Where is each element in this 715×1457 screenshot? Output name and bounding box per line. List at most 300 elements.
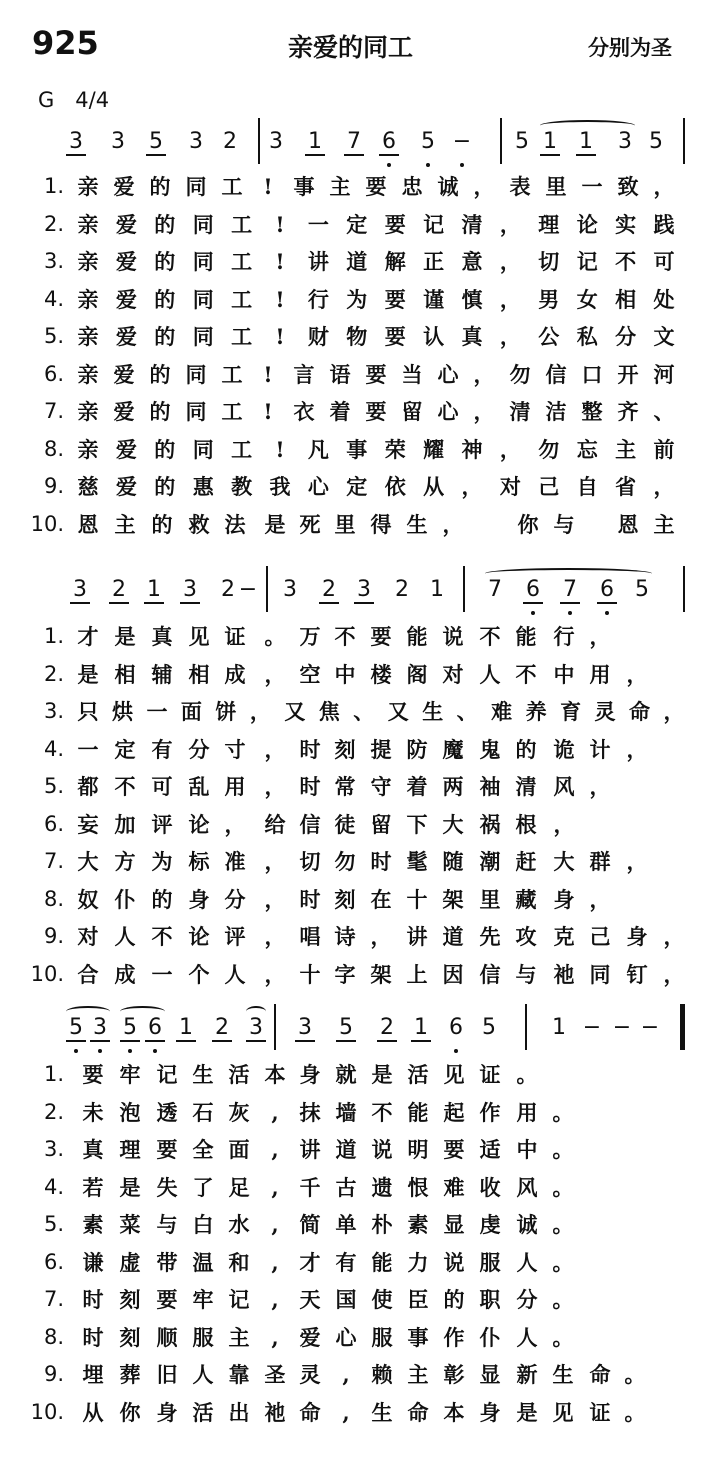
lyric-char: 焦 [318,699,340,724]
lyric-char: 恨 [407,1174,429,1200]
lyric-line [0,1206,715,1243]
lyric-char: 主 [653,511,675,537]
lyric-char: 菜 [119,1212,141,1237]
lyric-char: 足 [228,1174,250,1200]
lyric-char: 亲 [77,436,99,462]
lyric-char: 仆 [479,1324,501,1350]
lyric-char: 理 [119,1137,141,1162]
lyric-char: 又 [284,699,306,724]
lyric-line [0,843,715,880]
lyric-char: 祂 [553,961,575,987]
lyric-char: 语 [329,361,351,387]
lyric-char: 心 [307,474,329,499]
lyric-char: 万 [299,624,321,649]
lyric-char: 刻 [334,736,356,762]
lyric-char: 有 [151,736,173,762]
lyric-char: 养 [525,699,547,724]
lyric-char: 整 [581,399,603,424]
lyric-char: 难 [491,699,513,724]
verse-number: 6. [43,361,64,386]
key-signature: G 4/4 [38,88,110,112]
lyric-char: 埋 [82,1362,104,1387]
lyric-char: 同 [192,249,214,274]
lyric-char: 服 [479,1249,501,1275]
lyric-char: 同 [192,436,214,462]
barline [463,566,465,612]
note: − [238,577,258,602]
verse-number: 9. [43,474,64,498]
lyric-char: ， [264,886,286,912]
lyric-char: 事 [407,1324,429,1350]
lyric-char: 死 [299,511,321,537]
lyric-char: 说 [442,624,464,649]
lyric-char: 爱 [115,324,137,349]
lyric-line [0,393,715,430]
lyric-char: 时 [370,849,392,874]
lyric-char: 信 [299,811,321,837]
slur [246,1006,266,1017]
lyric-char: 里 [479,886,501,912]
lyric-char: 的 [515,736,537,762]
lyric-char: 风 [553,774,575,799]
lyric-char: 分 [516,1287,538,1312]
note: 6 [145,1016,165,1042]
lyric-char: ， [626,736,648,762]
lyric-char: 遗 [371,1174,393,1200]
lyric-char: 切 [538,249,560,274]
lyric-char: 作 [479,1099,501,1125]
lyric-char: 亲 [77,174,99,199]
lyric-char: ， [249,699,271,724]
lyric-char: 的 [154,249,176,274]
lyric-line [0,206,715,243]
lyric-char: 水 [228,1212,250,1237]
verse-number: 7. [43,399,64,423]
lyric-char: ， [626,849,648,874]
lyric-char: 同 [185,399,207,424]
lyric-char: ， [626,661,648,687]
lyric-char: 爱 [115,474,137,499]
lyric-char: 天 [299,1287,321,1312]
lyric-line [0,1356,715,1393]
lyric-char: 虔 [479,1212,501,1237]
note: 3 [283,577,297,602]
lyric-char: 公 [538,324,560,349]
verse-number: 6. [43,1249,64,1274]
lyric-char: 论 [188,811,210,837]
lyric-line [0,806,715,843]
lyric-line [0,431,715,468]
lyric-char: 身 [156,1399,178,1425]
lyric-char: 亲 [77,249,99,274]
lyric-char: 同 [192,286,214,312]
lyric-char: 你 [517,511,539,537]
lyric-char: 时 [299,886,321,912]
lyric-char: 齐 [617,399,639,424]
note: 3 [295,1016,315,1042]
lyric-char: 使 [371,1287,393,1312]
lyric-char: 攻 [515,924,537,949]
note: 3 [618,129,632,154]
lyric-char: 生 [371,1399,393,1425]
verse-number: 8. [43,886,64,911]
lyric-char: ， [473,361,495,387]
lyric-char: 认 [423,324,445,349]
lyric-char: 力 [407,1249,429,1275]
lyric-char: 不 [371,1099,393,1125]
lyric-char: 耀 [423,436,445,462]
lyric-char: 可 [653,249,675,274]
lyric-char: 字 [334,961,356,987]
lyric-char: 实 [615,211,637,237]
lyric-char: ， [224,811,246,837]
lyric-char: 从 [423,474,445,499]
lyric-char: 活 [407,1062,429,1087]
lyric-char: 清 [461,211,483,237]
note: − [640,1015,660,1040]
lyric-line [0,1169,715,1206]
lyric-char: ， [264,849,286,874]
lyric-char: 你 [119,1399,141,1425]
lyric-char: 爱 [115,211,137,237]
lyric-char: 相 [114,661,136,687]
lyric-line [0,618,715,655]
lyric-char: 要 [156,1287,178,1312]
lyric-char: 一 [307,211,329,237]
octave-dot-below [153,1049,157,1053]
lyric-char: 的 [154,286,176,312]
lyric-char: 勿 [334,849,356,874]
verse-number: 7. [43,849,64,873]
lyric-char: ， [663,699,685,724]
lyric-char: 面 [180,699,202,724]
verse-number: 2. [43,661,64,686]
lyric-char: 带 [156,1249,178,1275]
lyric-char: 不 [479,624,501,649]
lyric-char: 着 [329,399,351,424]
lyric-char: , [271,1249,279,1275]
lyric-char: 中 [334,661,356,687]
lyric-char: 亲 [77,399,99,424]
lyric-char: 。 [552,1212,574,1237]
lyric-char: ， [499,436,521,462]
lyric-char: 一 [581,174,603,199]
lyric-char: 新 [516,1362,538,1387]
lyric-char: 两 [442,774,464,799]
lyric-char: 钉 [626,961,648,987]
lyric-char: 祂 [264,1399,286,1425]
note: 3 [269,129,283,154]
lyric-char: 加 [114,811,136,837]
lyric-char: ， [461,474,483,499]
lyric-char: 奴 [77,886,99,912]
lyric-char: 惠 [192,474,214,499]
lyric-char: 主 [114,511,136,537]
slur [66,1006,110,1017]
octave-dot-below [454,1049,458,1053]
lyric-char: ， [663,961,685,987]
lyric-char: ， [499,286,521,312]
lyric-char: 神 [461,436,483,462]
lyric-char: 抹 [299,1099,321,1125]
lyric-char: 说 [371,1137,393,1162]
lyric-char: 克 [553,924,575,949]
lyric-char: 要 [370,624,392,649]
lyric-line [0,1056,715,1093]
lyric-char: 唱 [299,924,321,949]
lyric-char: 工 [231,249,253,274]
lyric-char: 开 [617,361,639,387]
lyric-char: 的 [151,511,173,537]
lyric-char: 。 [552,1137,574,1162]
lyric-char: ， [473,399,495,424]
lyric-char: 饼 [215,699,237,724]
lyric-char: 为 [346,286,368,312]
lyric-char: 行 [553,624,575,649]
lyric-char: 大 [77,849,99,874]
lyric-char: 顺 [156,1324,178,1350]
lyric-char: 的 [154,474,176,499]
lyric-char: 生 [192,1062,214,1087]
verse-number: 3. [43,249,64,273]
lyric-char: 身 [626,924,648,949]
octave-dot-below [605,611,609,615]
lyric-char: 爱 [113,399,135,424]
lyric-char: 爱 [113,361,135,387]
octave-dot-below [387,163,391,167]
lyric-char: ， [663,924,685,949]
lyric-char: 工 [231,436,253,462]
lyric-char: 命 [299,1399,321,1425]
lyric-char: 葬 [119,1362,141,1387]
lyric-char: 处 [653,286,675,312]
barline [683,566,685,612]
lyric-char: 身 [299,1062,321,1087]
lyric-char: 旧 [156,1362,178,1387]
lyric-char: 清 [515,774,537,799]
lyric-char: 记 [423,211,445,237]
lyric-char: 留 [370,811,392,837]
lyric-char: , [271,1287,279,1312]
lyric-line [0,1094,715,1131]
lyric-char: 随 [442,849,464,874]
verse-number: 9. [43,1362,64,1386]
note: 5 [66,1016,86,1042]
lyric-char: 得 [370,511,392,537]
lyric-char: 、 [353,699,375,724]
lyric-char: 千 [299,1174,321,1200]
lyric-char: 、 [456,699,478,724]
lyric-char: 主 [407,1362,429,1387]
lyric-char: 从 [82,1399,104,1425]
lyric-char: ! [263,399,273,424]
lyric-char: 己 [538,474,560,499]
lyric-char: 阁 [406,661,428,687]
lyric-char: 心 [335,1324,357,1350]
lyric-char: 用 [224,774,246,799]
lyric-char: 救 [188,511,210,537]
lyric-char: ! [275,249,285,274]
lyric-char: 凡 [307,436,329,462]
lyric-char: 着 [406,774,428,799]
note: 1 [540,130,560,156]
lyric-char: 评 [224,924,246,949]
lyric-line [0,168,715,205]
lyric-char: ， [442,511,464,537]
lyric-char: 用 [516,1099,538,1125]
barline [683,118,685,164]
lyric-char: 信 [545,361,567,387]
lyric-char: 人 [192,1362,214,1387]
lyric-char: 分 [188,736,210,762]
lyric-char: 为 [151,849,173,874]
verse-number: 1. [43,174,64,198]
lyric-line [0,918,715,955]
note: 5 [635,577,649,602]
lyric-char: 、 [653,399,675,424]
verse-number: 4. [43,286,64,311]
lyric-line [0,1319,715,1356]
lyric-line [0,318,715,355]
lyric-char: 了 [192,1174,214,1200]
lyric-char: 育 [560,699,582,724]
lyric-char: 意 [461,249,483,274]
lyric-char: 心 [437,361,459,387]
octave-dot-below [74,1049,78,1053]
lyric-char: 勿 [509,361,531,387]
note: 2 [395,577,409,602]
lyric-char: 道 [335,1137,357,1162]
lyric-char: 分 [615,324,637,349]
lyric-char: 真 [82,1137,104,1162]
note: 2 [377,1016,397,1042]
lyric-char: 透 [156,1099,178,1125]
lyric-char: 臣 [407,1287,429,1312]
lyric-char: 群 [589,849,611,874]
note: 1 [552,1015,566,1040]
lyric-char: 要 [365,399,387,424]
lyric-char: 践 [653,211,675,237]
lyric-line [0,506,715,543]
barline [266,566,268,612]
lyric-char: 对 [499,474,521,499]
lyric-char: 职 [479,1287,501,1312]
lyric-char: 人 [224,961,246,987]
lyric-char: 。 [624,1399,646,1425]
lyric-char: 定 [346,211,368,237]
lyric-char: 与 [515,961,537,987]
lyric-char: 一 [146,699,168,724]
lyric-line [0,281,715,318]
lyric-char: 要 [365,361,387,387]
lyric-char: 不 [615,249,637,274]
note: 1 [430,577,444,602]
lyric-char: ， [264,661,286,687]
lyric-char: 时 [299,736,321,762]
lyric-char: 寸 [224,736,246,762]
lyric-char: 显 [479,1362,501,1387]
lyric-char: 口 [581,361,603,387]
lyric-char: 刻 [334,886,356,912]
lyric-char: 亲 [77,211,99,237]
lyric-char: 爱 [115,436,137,462]
lyric-char: ， [370,924,392,949]
lyric-char: 的 [149,174,171,199]
slur [485,568,652,579]
lyric-char: 难 [443,1174,465,1200]
lyric-char: ! [275,324,285,349]
lyric-char: 辅 [151,661,173,687]
barline [525,1004,527,1050]
lyric-char: 牢 [119,1062,141,1087]
lyric-char: ， [264,736,286,762]
lyric-char: 爱 [115,249,137,274]
lyric-char: 工 [231,324,253,349]
octave-dot-below [98,1049,102,1053]
verse-number: 3. [43,1137,64,1161]
lyric-char: 说 [443,1249,465,1275]
lyric-char: 服 [192,1324,214,1350]
hymn-number: 925 [32,24,99,62]
lyric-char: , [271,1137,279,1162]
lyric-char: 亲 [77,286,99,312]
lyric-char: 作 [443,1324,465,1350]
lyric-char: 。 [552,1174,574,1200]
verse-number: 5. [43,1212,64,1236]
lyric-char: 证 [589,1399,611,1425]
lyric-line [0,1244,715,1281]
note: − [582,1015,602,1040]
lyric-char: 合 [77,961,99,987]
lyric-char: 评 [151,811,173,837]
lyric-char: 讲 [307,249,329,274]
lyric-char: 白 [192,1212,214,1237]
lyric-char: 里 [334,511,356,537]
lyric-char: 才 [77,624,99,649]
verse-number: 5. [43,774,64,798]
lyric-char: 理 [538,211,560,237]
lyric-char: 明 [407,1137,429,1162]
barline [258,118,260,164]
lyric-char: 的 [149,399,171,424]
lyric-char: ， [653,474,675,499]
lyric-char: 命 [629,699,651,724]
lyric-char: 人 [516,1249,538,1275]
lyric-char: 髦 [406,849,428,874]
lyric-char: 有 [335,1249,357,1275]
lyric-char: 活 [228,1062,250,1087]
lyric-char: ， [553,811,575,837]
lyric-char: 见 [552,1399,574,1425]
verse-number: 10. [30,961,64,986]
lyric-char: 标 [188,849,210,874]
lyric-char: 道 [346,249,368,274]
lyric-char: 赖 [371,1362,393,1387]
lyric-char: 一 [77,736,99,762]
lyric-char: 证 [224,624,246,649]
lyric-char: 下 [406,811,428,837]
note: 1 [576,130,596,156]
lyric-char: 简 [299,1212,321,1237]
lyric-char: 彰 [443,1362,465,1387]
lyric-char: 靠 [228,1362,250,1387]
lyric-char: ! [275,211,285,237]
lyric-char: 面 [228,1137,250,1162]
lyric-char: 给 [264,811,286,837]
lyric-line [0,956,715,993]
lyric-char: 亲 [77,324,99,349]
lyric-char: 慎 [461,286,483,312]
